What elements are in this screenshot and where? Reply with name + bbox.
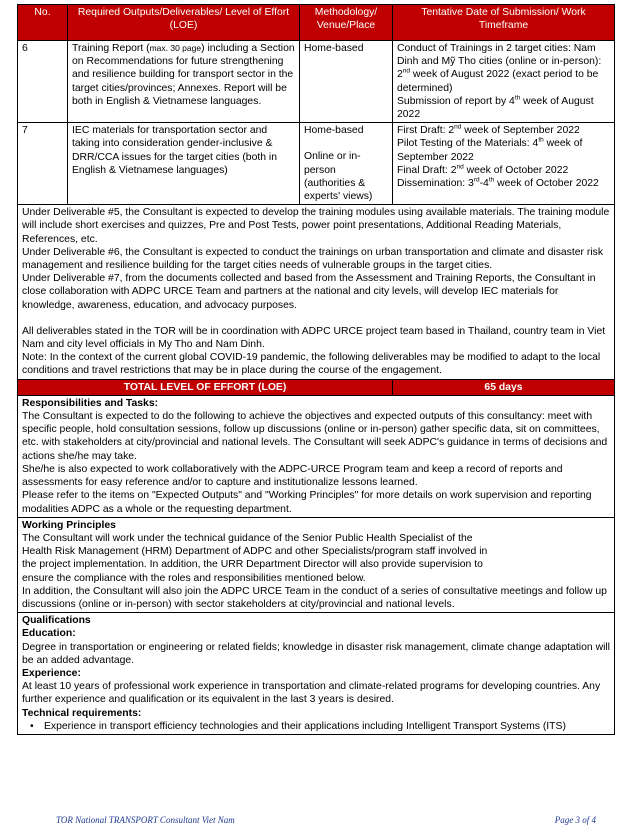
note-paragraph: Under Deliverable #5, the Consultant is expected to develop the training modules using available materials. The training module will include short exercises and quizzes, Pre and Post Tests, power point presentations, Additional Reading Materials, References, etc. bbox=[22, 207, 610, 245]
requirements-list bbox=[22, 720, 610, 733]
total-value: 65 days bbox=[393, 379, 615, 395]
date-line: Dissemination: 3rd-4th week of October 2022 bbox=[397, 176, 599, 190]
paragraph: In addition, the Consultant will also join the ADPC URCE Team in the conduct of a series of consultative meetings and follow up discussions (online or in-person) with sector stakeholders at city/provincial and national levels. bbox=[22, 585, 607, 610]
text-line: The Consultant will work under the technical guidance of the Senior Public Health Specialist of the bbox=[22, 532, 473, 544]
paragraph: At least 10 years of professional work experience in transportation and climate-related programs for developing countries. Any further experience and qualification or its equivalent in the last 3 years is desired. bbox=[22, 681, 601, 706]
row-methodology: Home-based bbox=[300, 41, 393, 123]
header-methodology: Methodology/ Venue/Place bbox=[300, 5, 393, 41]
header-outputs: Required Outputs/Deliverables/ Level of Effort (LOE) bbox=[68, 5, 300, 41]
subsection-heading: Education: bbox=[22, 628, 76, 640]
date-line: Pilot Testing of the Materials: 4th week of September 2022 bbox=[397, 136, 583, 163]
text-line: the project implementation. In addition, the URR Department Director will also provide supervision to bbox=[22, 559, 483, 571]
subsection-heading: Experience: bbox=[22, 667, 81, 679]
note-paragraph: Note: In the context of the current global COVID-19 pandemic, the following deliverables may be modified to adapt to the local conditions and travel restrictions that may be in place during the course of the engagement. bbox=[22, 352, 601, 377]
table-header-row bbox=[18, 5, 615, 41]
total-row bbox=[18, 379, 615, 395]
header-no: No. bbox=[18, 5, 68, 41]
date-line: Submission of report by 4th week of August 2022 bbox=[397, 94, 594, 121]
section-heading: Responsibilities and Tasks: bbox=[22, 397, 159, 409]
qualifications-cell bbox=[18, 613, 615, 735]
list-item: • Experience in transport efficiency technologies and their applications including Intelligent Transport Systems (ITS) bbox=[30, 720, 566, 732]
total-label: TOTAL LEVEL OF EFFORT (LOE) bbox=[18, 379, 393, 395]
paragraph: She/he is also expected to work collaboratively with the ADPC-URCE Program team and keep a record of reports and assessments for easy reference and/or to capture and institutionalize lessons learned. bbox=[22, 463, 563, 489]
row-methodology bbox=[300, 123, 393, 205]
page-footer bbox=[56, 815, 596, 825]
subsection-heading: Technical requirements: bbox=[22, 707, 142, 719]
note-paragraph: All deliverables stated in the TOR will be in coordination with ADPC URCE project team based in Thailand, country team in Viet Nam and city level officials in My Tho and Nam Dinh. bbox=[22, 325, 606, 351]
date-line: Final Draft: 2nd week of October 2022 bbox=[397, 163, 569, 176]
row-number: 6 bbox=[18, 41, 68, 123]
note-paragraph: Under Deliverable #7, from the documents collected and based from the Assessment and Training Reports, the Consultant in close collaboration with ADPC URCE Team and partners at the national and city levels, will develop IEC materials for knowledge, awareness, education, and advocacy purposes. bbox=[22, 273, 596, 311]
deliverables-table bbox=[17, 4, 615, 735]
row-date bbox=[393, 41, 615, 123]
table-row bbox=[18, 41, 615, 123]
page-number: Page 3 of 4 bbox=[554, 815, 596, 825]
paragraph: Please refer to the items on "Expected Outputs" and "Working Principles" for more details on work supervision and reporting modalities ADPC as a whole or the requesting department. bbox=[22, 490, 592, 515]
notes-cell bbox=[18, 205, 615, 379]
notes-row bbox=[18, 205, 615, 379]
working-principles-row bbox=[18, 517, 615, 612]
section-heading: Qualifications bbox=[22, 615, 91, 627]
document-page bbox=[17, 4, 614, 735]
bullet-icon: • bbox=[30, 720, 34, 732]
qualifications-row bbox=[18, 613, 615, 735]
text-line: Health Risk Management (HRM) Department of ADPC and other Specialists/program staff involved in bbox=[22, 546, 488, 558]
row-output: IEC materials for transportation sector and taking into consideration gender-inclusive & DRR/CCA issues for the target cities (both in English & Vietnamese languages) bbox=[68, 123, 300, 205]
method-line: Home-based bbox=[304, 125, 364, 137]
working-principles-cell bbox=[18, 517, 615, 612]
paragraph: Degree in transportation or engineering or related fields; knowledge in disaster risk management, climate change adaptation will be an added advantage. bbox=[22, 641, 610, 666]
paragraph: The Consultant is expected to do the following to achieve the objectives and expected outputs of this consultancy: meet with specific people, hold consultation sessions, follow up discussions (online or in-person) gather specific data, sit on committees, etc. with stakeholders at city/provincial and national levels. The Consultant will seek ADPC's guidance in terms of decisions and actions she/he may take. bbox=[22, 411, 608, 462]
output-text-rest: ) including a Section on Recommendations for future strengthening and resilience building for transport sector in the target cities/provinces; Annexes. Report will be both in English & Vietnamese languages. bbox=[72, 43, 295, 107]
method-line: Online or in-person (authorities & experts' views) bbox=[304, 151, 373, 203]
section-heading: Working Principles bbox=[22, 519, 116, 531]
footer-title: TOR National TRANSPORT Consultant Viet Nam bbox=[56, 815, 235, 825]
date-line: Conduct of Trainings in 2 target cities: Nam Dinh and Mỹ Tho cities (online or in-person): 2nd week of August 2022 (exact period to be determined) bbox=[397, 43, 602, 94]
output-page-limit: max. 30 page bbox=[149, 43, 202, 53]
header-date: Tentative Date of Submission/ Work Timeframe bbox=[393, 5, 615, 41]
note-paragraph: Under Deliverable #6, the Consultant is expected to conduct the trainings on urban transportation and climate and disaster risk management and resilience building for the target cities needs of vulnerable groups in the target cities. bbox=[22, 246, 604, 272]
table-row bbox=[18, 123, 615, 205]
output-text: Training Report ( bbox=[72, 43, 150, 54]
responsibilities-cell bbox=[18, 395, 615, 517]
row-output bbox=[68, 41, 300, 123]
text-line: ensure the compliance with the roles and responsibilities mentioned below. bbox=[22, 572, 366, 584]
date-line: First Draft: 2nd week of September 2022 bbox=[397, 123, 580, 137]
responsibilities-row bbox=[18, 395, 615, 517]
row-date bbox=[393, 123, 615, 205]
row-number: 7 bbox=[18, 123, 68, 205]
